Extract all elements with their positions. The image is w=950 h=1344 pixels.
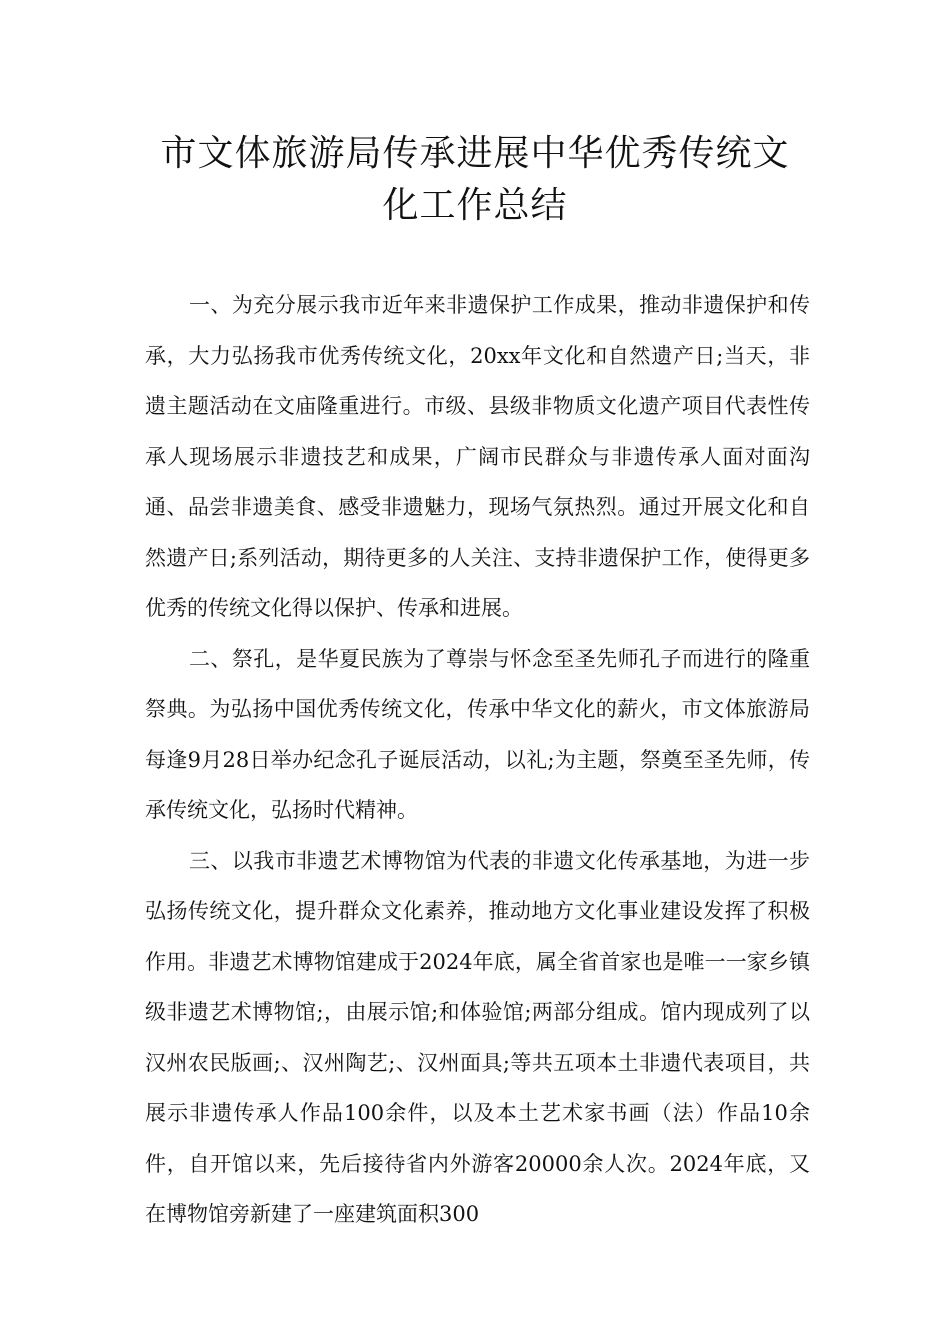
document-title <box>120 128 830 232</box>
paragraph-2: 二、祭孔，是华夏民族为了尊崇与怀念至圣先师孔子而进行的隆重祭典。为弘扬中国优秀传统文化，传承中华文化的薪火，市文体旅游局每逢9月28日举办纪念孔子诞辰活动，以礼;为主题，祭奠至圣先师，传承传统文化，弘扬时代精神。 <box>145 646 810 822</box>
title-line-2: 化工作总结 <box>382 185 568 226</box>
title-line-1: 市文体旅游局传承进展中华优秀传统文 <box>160 133 790 174</box>
document-body <box>145 280 810 1240</box>
paragraph-3: 三、以我市非遗艺术博物馆为代表的非遗文化传承基地，为进一步弘扬传统文化，提升群众文化素养，推动地方文化事业建设发挥了积极作用。非遗艺术博物馆建成于2024年底，属全省首家也是唯一一家乡镇级非遗艺术博物馆;，由展示馆;和体验馆;两部分组成。馆内现成列了以汉州农民版画;、汉州陶艺;、汉州面具;等共五项本土非遗代表项目，共展示非遗传承人作品100余件，以及本土艺术家书画（法）作品10余件，自开馆以来，先后接待省内外游客20000余人次。2024年底，又在博物馆旁新建了一座建筑面积300 <box>145 848 810 1226</box>
paragraph-1: 一、为充分展示我市近年来非遗保护工作成果，推动非遗保护和传承，大力弘扬我市优秀传统文化，20xx年文化和自然遗产日;当天，非遗主题活动在文庙隆重进行。市级、县级非物质文化遗产项目代表性传承人现场展示非遗技艺和成果，广阔市民群众与非遗传承人面对面沟通、品尝非遗美食、感受非遗魅力，现场气氛热烈。通过开展文化和自然遗产日;系列活动，期待更多的人关注、支持非遗保护工作，使得更多优秀的传统文化得以保护、传承和进展。 <box>145 293 810 620</box>
